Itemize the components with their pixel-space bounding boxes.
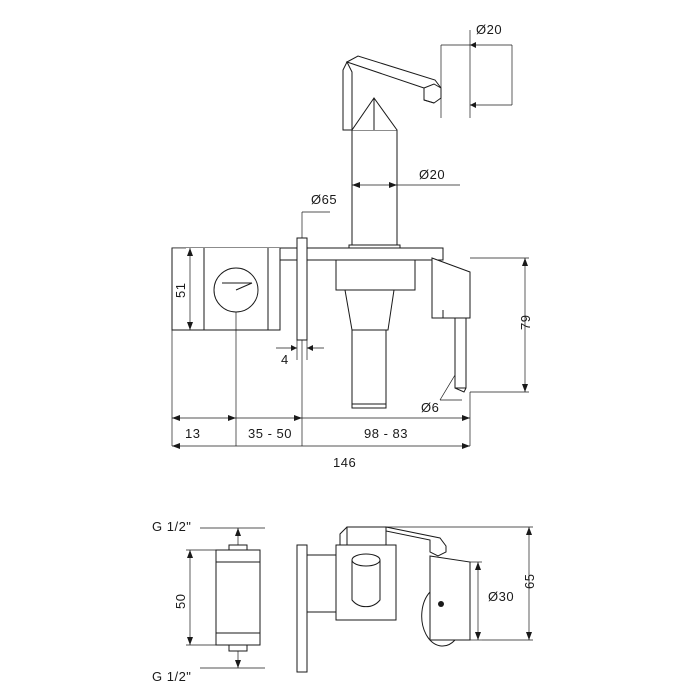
right-valve-handle: [432, 258, 470, 392]
dimension-label-13: 13: [185, 426, 201, 441]
dimension-label-depth-4: 4: [281, 352, 289, 367]
spout-body: [349, 98, 400, 258]
top-handle-lever: [343, 56, 441, 130]
bottom-view-geometry: [216, 527, 470, 672]
dimension-label-height-50: 50: [173, 593, 188, 609]
mixer-center-body: [336, 260, 415, 408]
dimension-label-thread-bottom: G 1/2": [152, 669, 192, 684]
dimension-label-thread-top: G 1/2": [152, 519, 192, 534]
dimension-label-height-79: 79: [518, 314, 533, 330]
dimension-label-146: 146: [333, 455, 357, 470]
dimension-label-dia-20-spout: Ø20: [419, 167, 446, 182]
dimension-label-98-83: 98 - 83: [364, 426, 408, 441]
control-knob-indicator: [214, 268, 258, 312]
dimension-label-dia-6: Ø6: [421, 400, 440, 415]
dimension-label-height-51: 51: [173, 282, 188, 298]
dimension-label-dia-20-upper: Ø20: [476, 22, 503, 37]
dimension-label-dia-65-flange: Ø65: [311, 192, 338, 207]
dimension-label-35-50: 35 - 50: [248, 426, 292, 441]
dimension-label-dia-30: Ø30: [488, 589, 515, 604]
dimension-label-height-65: 65: [522, 573, 537, 589]
wall-flange-plate: [297, 238, 307, 340]
